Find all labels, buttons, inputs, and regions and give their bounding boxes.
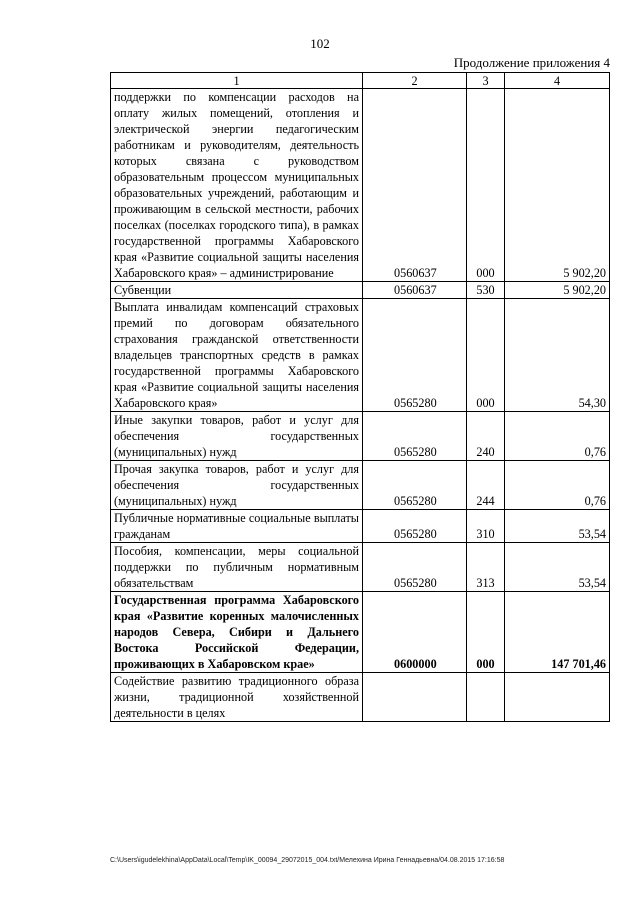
row-type: 244 (467, 461, 505, 510)
row-amount: 147 701,46 (505, 592, 610, 673)
row-type: 000 (467, 299, 505, 412)
row-description: Прочая закупка товаров, работ и услуг для обеспечения государственных (муниципальных) нужд (111, 461, 363, 510)
row-code: 0565280 (363, 299, 467, 412)
row-amount: 54,30 (505, 299, 610, 412)
row-code: 0565280 (363, 461, 467, 510)
row-type: 240 (467, 412, 505, 461)
table-row (111, 673, 610, 722)
row-amount: 53,54 (505, 510, 610, 543)
row-description: Государственная программа Хабаровского края «Развитие коренных малочисленных народов Севера, Сибири и Дальнего Востока Российской Федерации, проживающих в Хабаровском крае» (111, 592, 363, 673)
table-row (111, 510, 610, 543)
row-code (363, 673, 467, 722)
footer-path: C:\Users\igudelekhina\AppData\Local\Temp\IK_00094_29072015_004.txt/Мелехина Ирина Геннадьевна/04.08.2015 17:16:58 (110, 857, 505, 864)
row-description: Публичные нормативные социальные выплаты гражданам (111, 510, 363, 543)
budget-table-body (111, 73, 610, 722)
row-amount: 5 902,20 (505, 282, 610, 299)
budget-table (110, 72, 610, 722)
row-description: Пособия, компенсации, меры социальной поддержки по публичным нормативным обязательствам (111, 543, 363, 592)
row-type: 000 (467, 89, 505, 282)
header-cell-1: 1 (111, 73, 363, 89)
row-code: 0560637 (363, 89, 467, 282)
row-amount: 0,76 (505, 461, 610, 510)
row-description: поддержки по компенсации расходов на оплату жилых помещений, отопления и электрической энергии педагогическим работникам и руководителям, деятельность которых связана с руководством образовательным процессом муниципальных образовательных учреждений, работающим и проживающим в сельской местности, рабочих поселках (поселках городского типа), в рамках государственной программы Хабаровского края «Развитие социальной защиты населения Хабаровского края» – администрирование (111, 89, 363, 282)
row-type: 310 (467, 510, 505, 543)
row-type: 000 (467, 592, 505, 673)
table-header-row (111, 73, 610, 89)
row-type (467, 673, 505, 722)
row-type: 313 (467, 543, 505, 592)
table-row (111, 412, 610, 461)
row-type: 530 (467, 282, 505, 299)
row-description: Субвенции (111, 282, 363, 299)
header-cell-2: 2 (363, 73, 467, 89)
row-code: 0560637 (363, 282, 467, 299)
page-number: 102 (310, 36, 330, 51)
row-code: 0565280 (363, 412, 467, 461)
table-row (111, 299, 610, 412)
row-amount: 5 902,20 (505, 89, 610, 282)
row-description: Иные закупки товаров, работ и услуг для обеспечения государственных (муниципальных) нужд (111, 412, 363, 461)
continuation-note: Продолжение приложения 4 (453, 55, 610, 70)
header-cell-3: 3 (467, 73, 505, 89)
table-row (111, 282, 610, 299)
row-code: 0565280 (363, 543, 467, 592)
row-amount (505, 673, 610, 722)
table-row (111, 89, 610, 282)
row-code: 0565280 (363, 510, 467, 543)
row-description: Выплата инвалидам компенсаций страховых премий по договорам обязательного страхования гражданской ответственности владельцев транспортных средств в рамках государственной программы Хабаровского края «Развитие социальной защиты населения Хабаровского края» (111, 299, 363, 412)
header-cell-4: 4 (505, 73, 610, 89)
row-amount: 53,54 (505, 543, 610, 592)
row-code: 0600000 (363, 592, 467, 673)
row-description: Содействие развитию традиционного образа жизни, традиционной хозяйственной деятельности в целях (111, 673, 363, 722)
row-amount: 0,76 (505, 412, 610, 461)
table-row (111, 461, 610, 510)
table-row (111, 592, 610, 673)
table-row (111, 543, 610, 592)
